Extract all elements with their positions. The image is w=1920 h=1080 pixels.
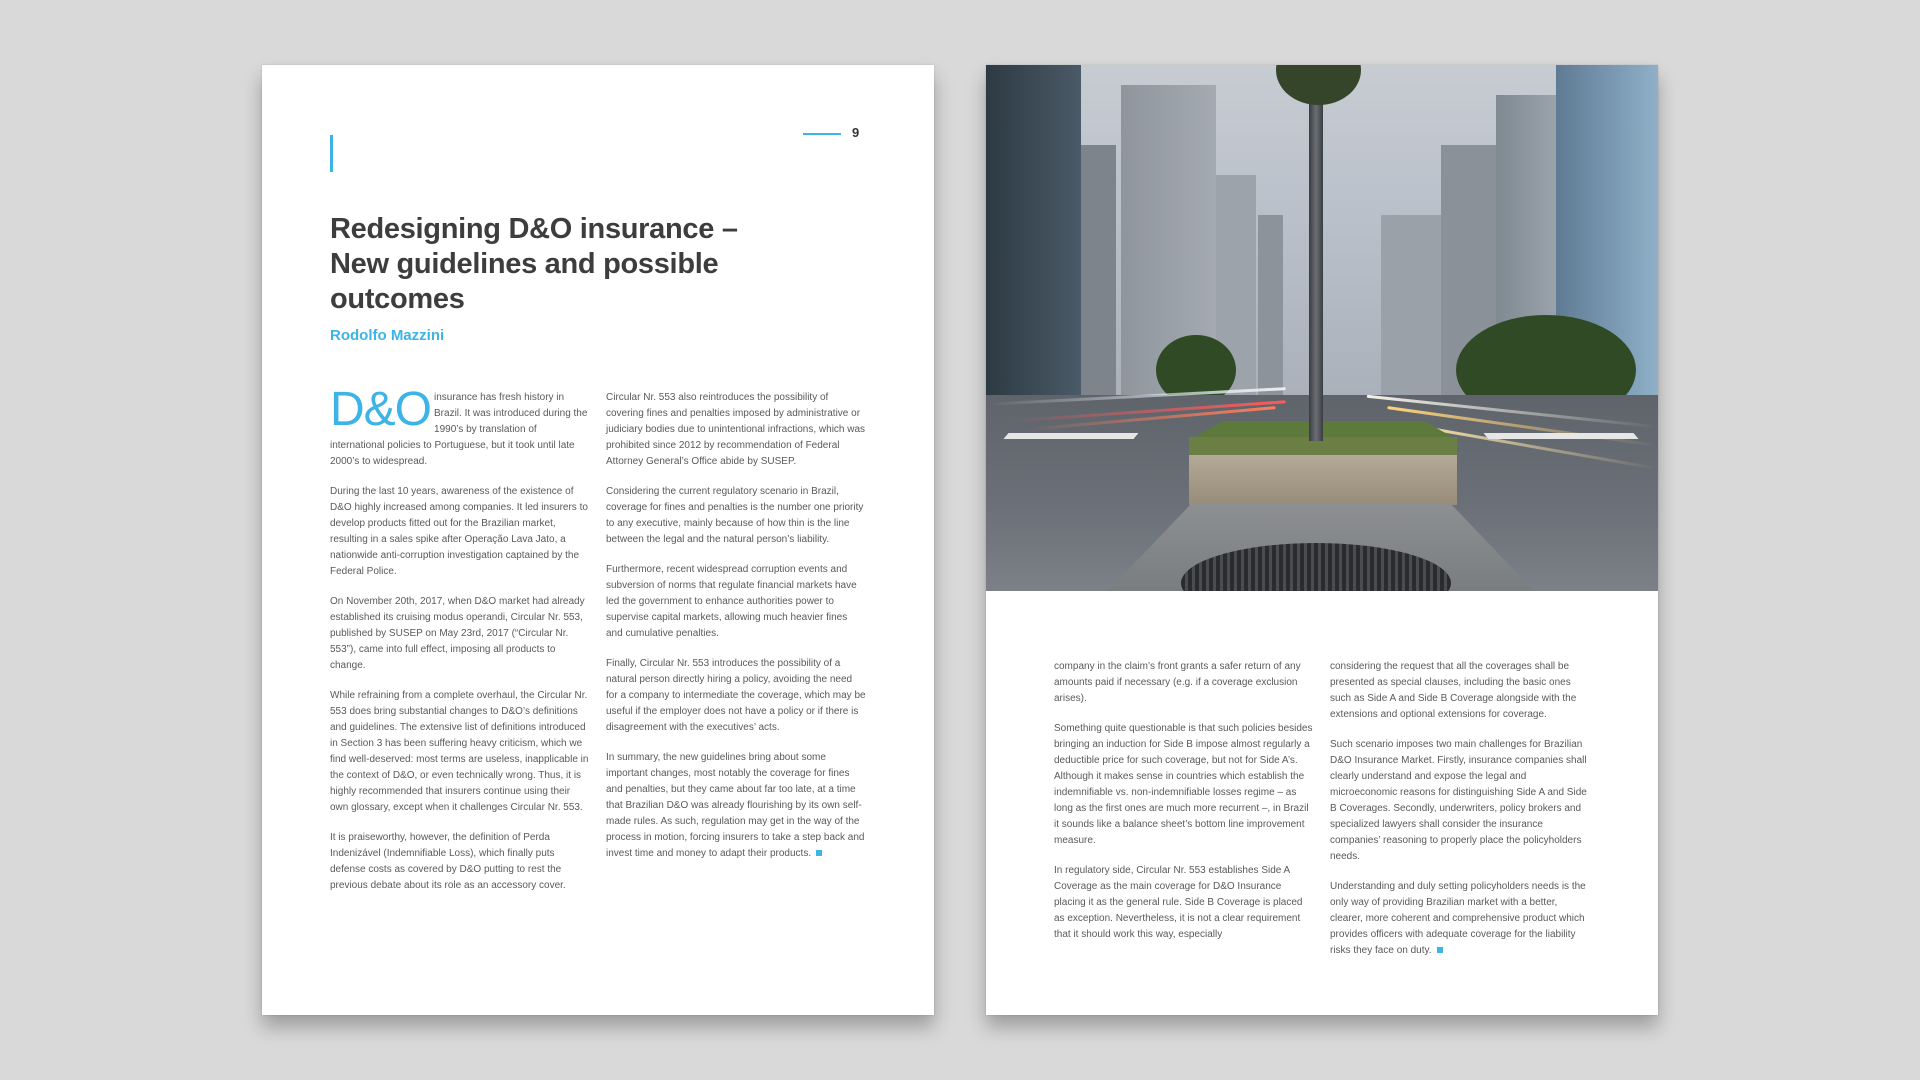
right-page [986,65,1658,1015]
planter [1189,455,1457,505]
end-mark-icon [816,850,822,856]
paragraph [330,383,590,470]
right-column-1 [1054,659,1314,957]
page-number: 9 [852,125,860,140]
paragraph: In regulatory side, Circular Nr. 553 establishes Side A Coverage as the main coverage for D&O Insurance placing it as the general rule. Side B Coverage is placed as exception. Nevertheless, it is not a clear requirement that it should work this way, especially [1054,865,1303,940]
paragraph: Circular Nr. 553 also reintroduces the possibility of covering fines and penalties imposed by administrative or judiciary bodies due to unintentional infractions, which was prohibited since 2012 by recommendation of Federal Attorney General’s Office abide by SUSEP. [606,392,866,467]
crosswalk-stripe [1003,433,1138,439]
accent-bar [330,135,333,172]
left-page [262,65,934,1015]
city-street-photo [986,65,1658,591]
left-column-2 [606,390,866,876]
paragraph: Something quite questionable is that such policies besides bringing an induction for Side B impose almost regularly a deductible price for such coverage, but not for Side A’s. Although it makes sense in countries which establish the indemnifiable vs. non-indemnifiable losses regime – as long as the first ones are much more recurrent –, in Brazil it sounds like a balance sheet’s bottom line improvement measure. [1054,723,1313,846]
paragraph: Considering the current regulatory scenario in Brazil, coverage for fines and penalties is the number one priority to any executive, mainly because of how thin is the line between the legal and the natural person’s liability. [606,486,864,545]
building [1381,215,1441,405]
paragraph: During the last 10 years, awareness of the existence of D&O highly increased among companies. It led insurers to develop products fitted out for the Brazilian market, resulting in a sales spike after Operação Lava Jato, a nationwide anti-corruption investigation captained by the Federal Police. [330,486,588,577]
article-title: Redesigning D&O insurance – New guidelines and possible outcomes [330,213,738,315]
paragraph [1330,879,1590,959]
paragraph: company in the claim’s front grants a safer return of any amounts paid if necessary (e.g. if a coverage exclusion arises). [1054,661,1301,704]
right-column-2 [1330,659,1590,973]
paragraph-text: insurance has fresh history in Brazil. It was introduced during the 1990’s by translation of international policies to Portuguese, but it took until late 2000’s to widespread. [330,392,588,467]
paragraph: Such scenario imposes two main challenges for Brazilian D&O Insurance Market. Firstly, insurance companies shall clearly understand and expose the legal and microeconomic reasons for distinguishing Side A and Side B Coverages. Secondly, underwriters, policy brokers and specialized lawyers shall consider the insurance companies’ reasoning to properly place the policyholders needs. [1330,739,1587,862]
paragraph: While refraining from a complete overhaul, the Circular Nr. 553 does bring substantial changes to D&O’s definitions and guidelines. The extensive list of definitions introduced in Section 3 has been suffering heavy criticism, which we find well-deserved: most terms are useless, inapplicable in the context of D&O, or even technically wrong. Thus, it is highly recommended that insurers continue using their own glossary, except when it challenges Circular Nr. 553. [330,690,589,813]
paragraph: It is praiseworthy, however, the definition of Perda Indenizável (Indemnifiable Loss), which finally puts defense costs as covered by D&O putting to rest the previous debate about its role as an accessory cover. [330,832,566,891]
article-author: Rodolfo Mazzini [330,327,445,344]
end-mark-icon [1437,947,1443,953]
building [1258,215,1283,405]
paragraph [606,750,866,862]
left-column-1 [330,383,590,908]
crosswalk-stripe [1483,433,1638,439]
paragraph: On November 20th, 2017, when D&O market had already established its cruising modus operandi, Circular Nr. 553, published by SUSEP on May 23rd, 2017 (“Circular Nr. 553”), came into full effect, imposing all products to change. [330,596,585,671]
building [1081,145,1116,405]
paragraph-text: In summary, the new guidelines bring about some important changes, most notably the coverage for fines and penalties, but they came about far too late, at a time that Brazilian D&O was already flourishing by its own self-made rules. As such, regulation may get in the way of the process in motion, forcing insurers to take a step back and invest time and money to adapt their products. [606,752,865,859]
paragraph-text: Understanding and duly setting policyholders needs is the only way of providing Brazilian market with a better, clearer, more coherent and comprehensive product which provides officers with adequate coverage for the liability risks they face on duty. [1330,881,1586,956]
dropcap: D&O [330,383,432,436]
paragraph: considering the request that all the coverages shall be presented as special clauses, including the basic ones such as Side A and Side B Coverage alongside with the extensions and optional extensions for coverage. [1330,661,1577,720]
paragraph: Furthermore, recent widespread corruption events and subversion of norms that regulate financial markets have led the government to enhance authorities power to supervise capital markets, allowing much heavier fines and cumulative penalties. [606,564,857,639]
lamp-pole [1309,65,1323,441]
page-number-line [803,133,841,135]
paragraph: Finally, Circular Nr. 553 introduces the possibility of a natural person directly hiring a policy, avoiding the need for a company to intermediate the coverage, which may be useful if the employer does not have a policy or if there is disagreement with the executives’ acts. [606,658,866,733]
planter-top [1189,437,1457,457]
building [986,65,1081,405]
